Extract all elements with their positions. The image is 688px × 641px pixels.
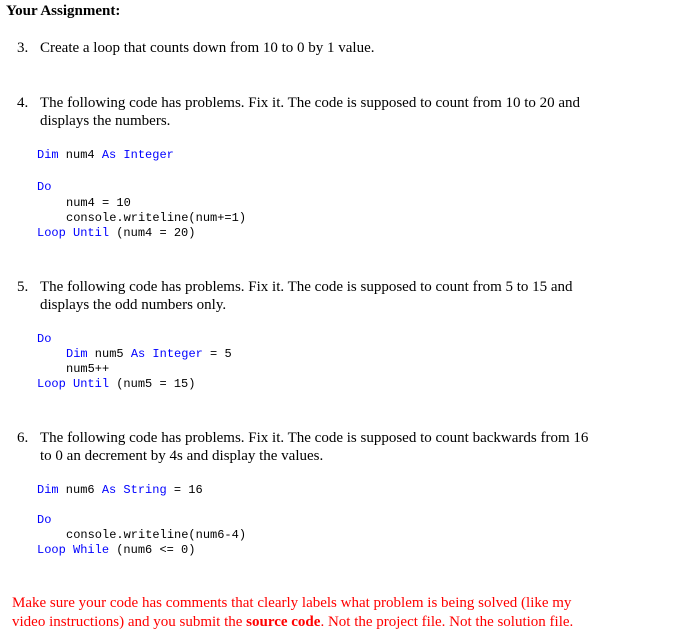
question-text-line2: displays the odd numbers only. (40, 297, 227, 313)
code-dim-num5: Dim num5 As Integer = 5 (66, 347, 232, 361)
code-assign: num4 = 10 (66, 196, 131, 210)
code-do: Do (37, 180, 52, 194)
code-writeline: console.writeline(num6-4) (66, 528, 247, 542)
code-loop-while: Loop While (num6 <= 0) (37, 543, 196, 557)
code-increment: num5++ (66, 362, 110, 376)
question-text: Create a loop that counts down from 10 to 0 by 1 value. (40, 40, 375, 56)
code-do: Do (37, 332, 52, 346)
question-number: 5. (17, 279, 29, 295)
code-loop-until: Loop Until (num4 = 20) (37, 226, 196, 240)
code-dim-num6: Dim num6 As String = 16 (37, 483, 203, 497)
code-writeline: console.writeline(num+=1) (66, 211, 247, 225)
question-4 (17, 94, 677, 130)
question-text-line1: The following code has problems. Fix it. The code is supposed to count from 5 to 15 and (40, 279, 573, 295)
question-5 (17, 278, 677, 314)
question-text-line1: The following code has problems. Fix it. The code is supposed to count from 10 to 20 and (40, 95, 581, 111)
question-6 (17, 429, 677, 465)
question-number: 4. (17, 95, 29, 111)
question-text-line2: displays the numbers. (40, 113, 171, 129)
code-loop-until: Loop Until (num5 = 15) (37, 377, 196, 391)
code-do: Do (37, 513, 52, 527)
question-number: 6. (17, 430, 29, 446)
assignment-heading: Your Assignment: (6, 3, 121, 19)
question-text-line1: The following code has problems. Fix it. The code is supposed to count backwards from 16 (40, 430, 589, 446)
submission-note-line1: Make sure your code has comments that clearly labels what problem is being solved (like my (12, 595, 572, 611)
code-dim-num4: Dim num4 As Integer (37, 148, 174, 162)
source-code-emphasis: source code (246, 614, 321, 630)
question-text-line2: to 0 an decrement by 4s and display the values. (40, 448, 324, 464)
submission-note-line2: video instructions) and you submit the source code. Not the project file. Not the solution file. (12, 614, 574, 630)
question-3 (17, 39, 677, 57)
question-number: 3. (17, 40, 29, 56)
